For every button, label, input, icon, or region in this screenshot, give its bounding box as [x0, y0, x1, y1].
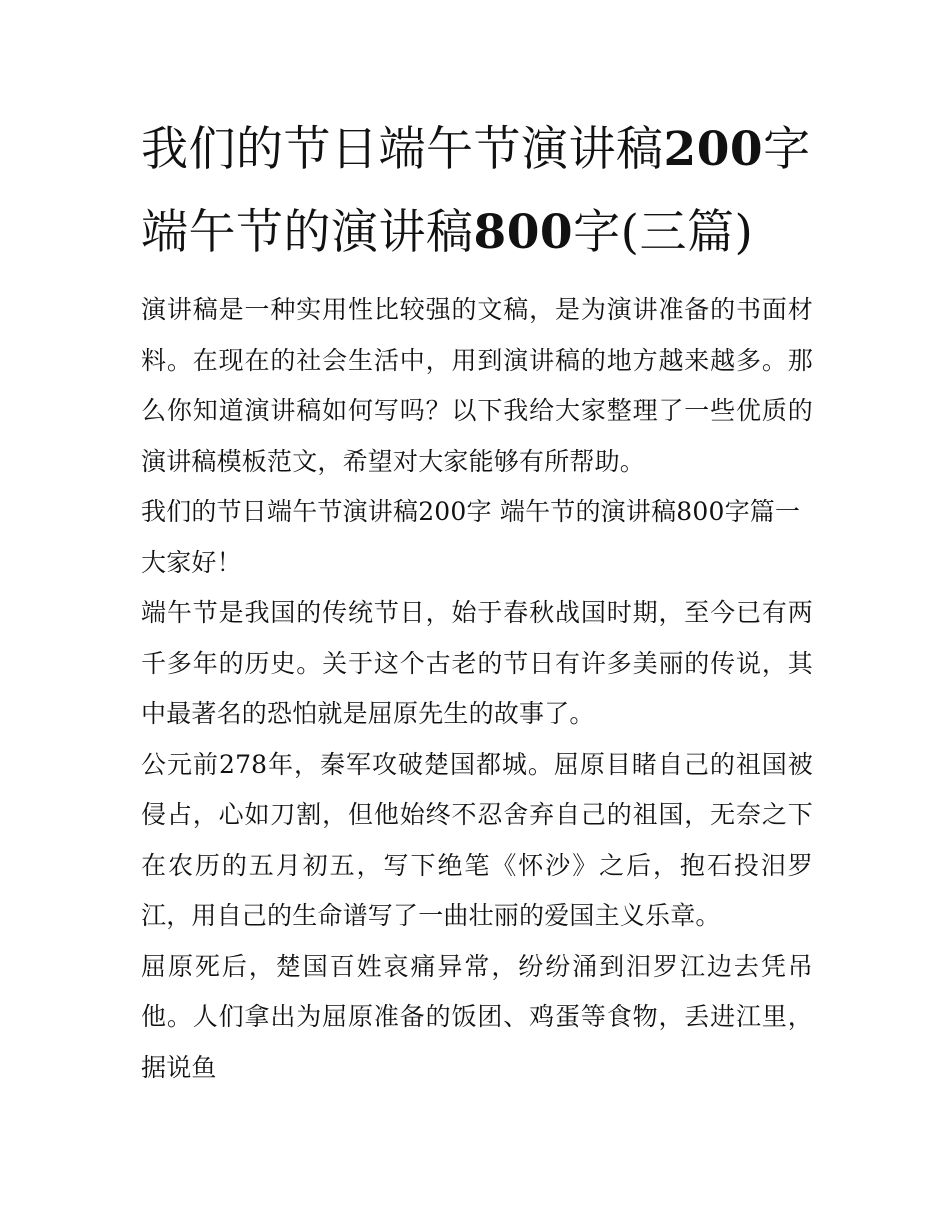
paragraph-greeting: 大家好！	[141, 547, 242, 577]
paragraph-qu-yuan-story: 公元前278年，秦军攻破楚国都城。屈原目睹自己的祖国被侵占，心如刀割，但他始终不忍舍弃自己的祖国，无奈之下在农历的五月初五，写下绝笔《怀沙》之后，抱石投汨罗江，用自己的生命谱写了一曲壮丽的爱国主义乐章。	[141, 749, 813, 930]
paragraph-section-heading: 我们的节日端午节演讲稿200字 端午节的演讲稿800字篇一	[141, 497, 801, 526]
paragraph-mourning: 屈原死后，楚国百姓哀痛异常，纷纷涌到汨罗江边去凭吊他。人们拿出为屈原准备的饭团、鸡蛋等食物，丢进江里，据说鱼	[141, 951, 813, 1082]
document-page	[141, 108, 813, 1093]
paragraph-intro: 演讲稿是一种实用性比较强的文稿，是为演讲准备的书面材料。在现在的社会生活中，用到演讲稿的地方越来越多。那么你知道演讲稿如何写吗？以下我给大家整理了一些优质的演讲稿模板范文，希望对大家能够有所帮助。	[141, 295, 813, 476]
paragraph-festival-origin: 端午节是我国的传统节日，始于春秋战国时期，至今已有两千多年的历史。关于这个古老的节日有许多美丽的传说，其中最著名的恐怕就是屈原先生的故事了。	[141, 598, 813, 728]
document-body	[141, 285, 813, 1093]
document-title: 我们的节日端午节演讲稿200字 端午节的演讲稿800字(三篇)	[141, 122, 811, 260]
